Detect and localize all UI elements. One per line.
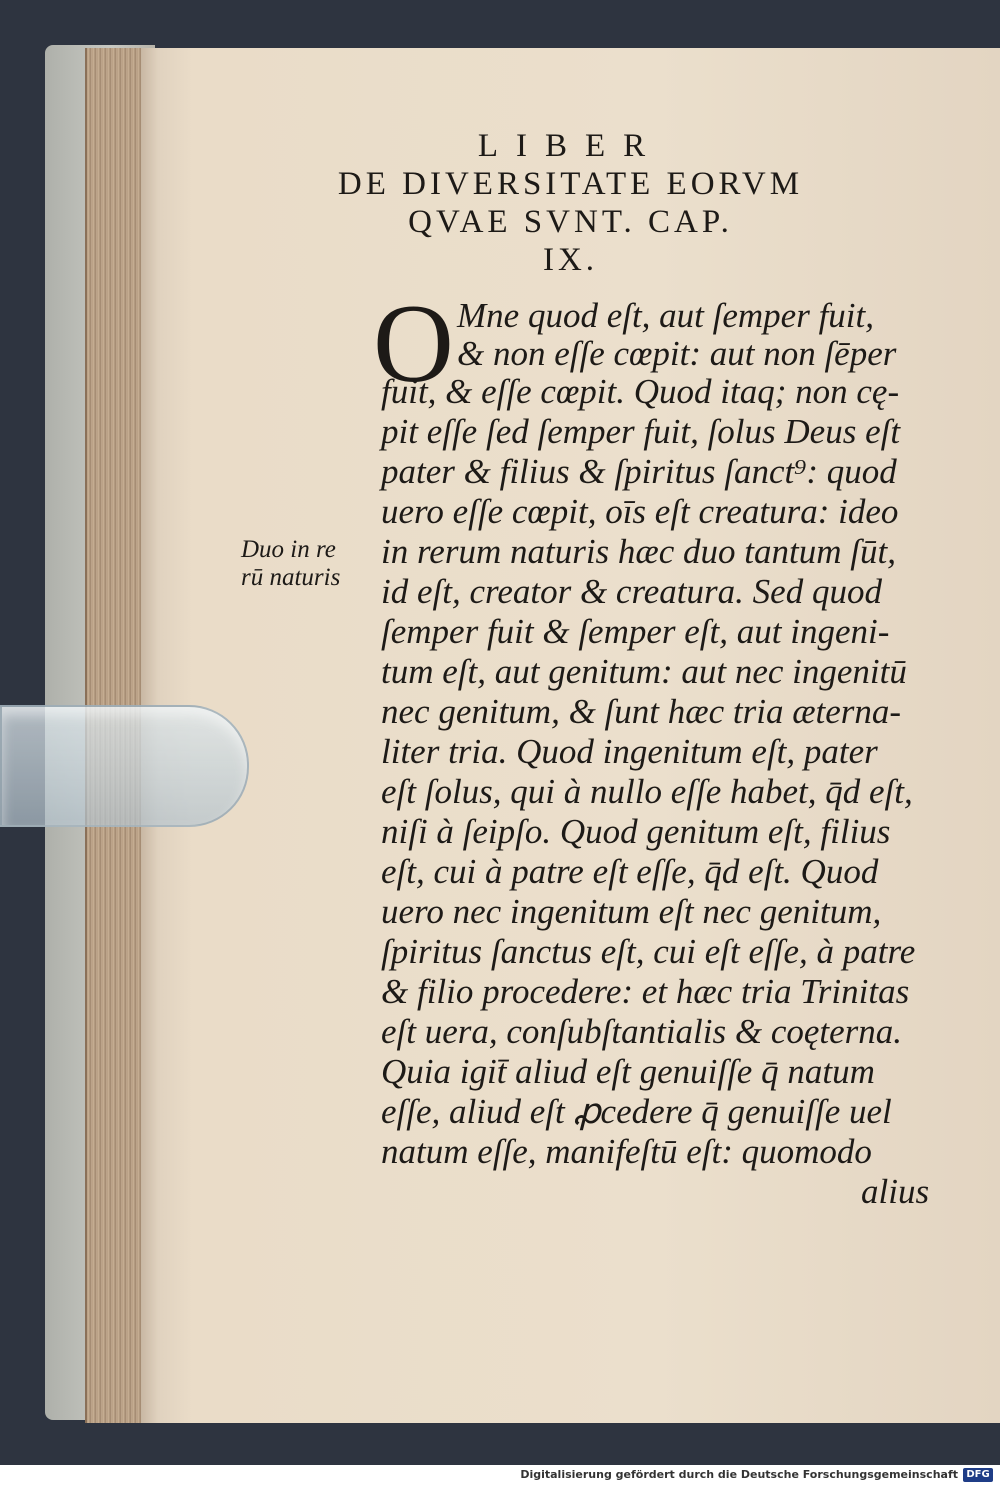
page-text <box>141 48 1000 1423</box>
book-page <box>141 48 1000 1423</box>
body-line: pater & filius & ſpiritus ſanct⁹: quod <box>381 452 897 491</box>
body-line: uero eſſe cœpit, oīs eſt creatura: ideo <box>381 492 899 531</box>
body-line: id eſt, creator & creatura. Sed quod <box>381 572 882 611</box>
body-line: niſi à ſeipſo. Quod genitum eſt, filius <box>381 812 891 851</box>
funding-credit: Digitalisierung gefördert durch die Deutsche Forschungsgemeinschaft <box>520 1468 958 1481</box>
body-line: fuit, & eſſe cœpit. Quod itaq; non cę- <box>381 372 900 411</box>
catchword: alius <box>861 1172 930 1211</box>
body-line: & non eſſe cœpit: aut non ſēper <box>457 334 897 373</box>
body-line: in rerum naturis hæc duo tantum ſūt, <box>381 532 896 571</box>
body-line: natum eſſe, manifeſtū eſt: quomodo <box>381 1132 872 1171</box>
marginal-note-line-1: Duo in re <box>241 536 336 563</box>
body-line: & filio procedere: et hæc tria Trinitas <box>381 972 910 1011</box>
body-line: uero nec ingenitum eſt nec genitum, <box>381 892 882 931</box>
body-line: ſemper fuit & ſemper eſt, aut ingeni- <box>381 612 890 651</box>
body-line: ſpiritus ſanctus eſt, cui eſt eſſe, à patre <box>381 932 916 971</box>
drop-cap: O <box>373 282 454 406</box>
heading-line-2: DE DIVERSITATE EORVM <box>337 166 804 202</box>
heading-line-1: LIBER <box>477 128 664 164</box>
body-line: eſt ſolus, qui à nullo eſſe habet, q̄d eſt, <box>381 772 913 811</box>
page-clip <box>0 705 249 827</box>
dfg-logo: DFG <box>963 1468 993 1482</box>
body-line: tum eſt, aut genitum: aut nec ingenitū <box>381 652 907 691</box>
body-line: eſſe, aliud eſt ꝓcedere q̄ genuiſſe uel <box>381 1092 892 1131</box>
heading-line-4: IX. <box>542 242 599 278</box>
marginal-note-line-2: rū naturis <box>241 564 341 591</box>
body-line: eſt, cui à patre eſt eſſe, q̄d eſt. Quod <box>381 852 879 891</box>
body-line: pit eſſe ſed ſemper fuit, ſolus Deus eſt <box>381 412 901 451</box>
body-line: nec genitum, & ſunt hæc tria æterna- <box>381 692 902 731</box>
body-line: liter tria. Quod ingenitum eſt, pater <box>381 732 878 771</box>
heading-line-3: QVAE SVNT. CAP. <box>408 204 733 240</box>
body-line: Quia igit̄ aliud eſt genuiſſe q̄ natum <box>381 1052 875 1091</box>
body-line: eſt uera, conſubſtantialis & coęterna. <box>381 1012 903 1051</box>
digitization-footer <box>0 1465 1000 1485</box>
body-line: Mne quod eſt, aut ſemper fuit, <box>457 296 875 335</box>
